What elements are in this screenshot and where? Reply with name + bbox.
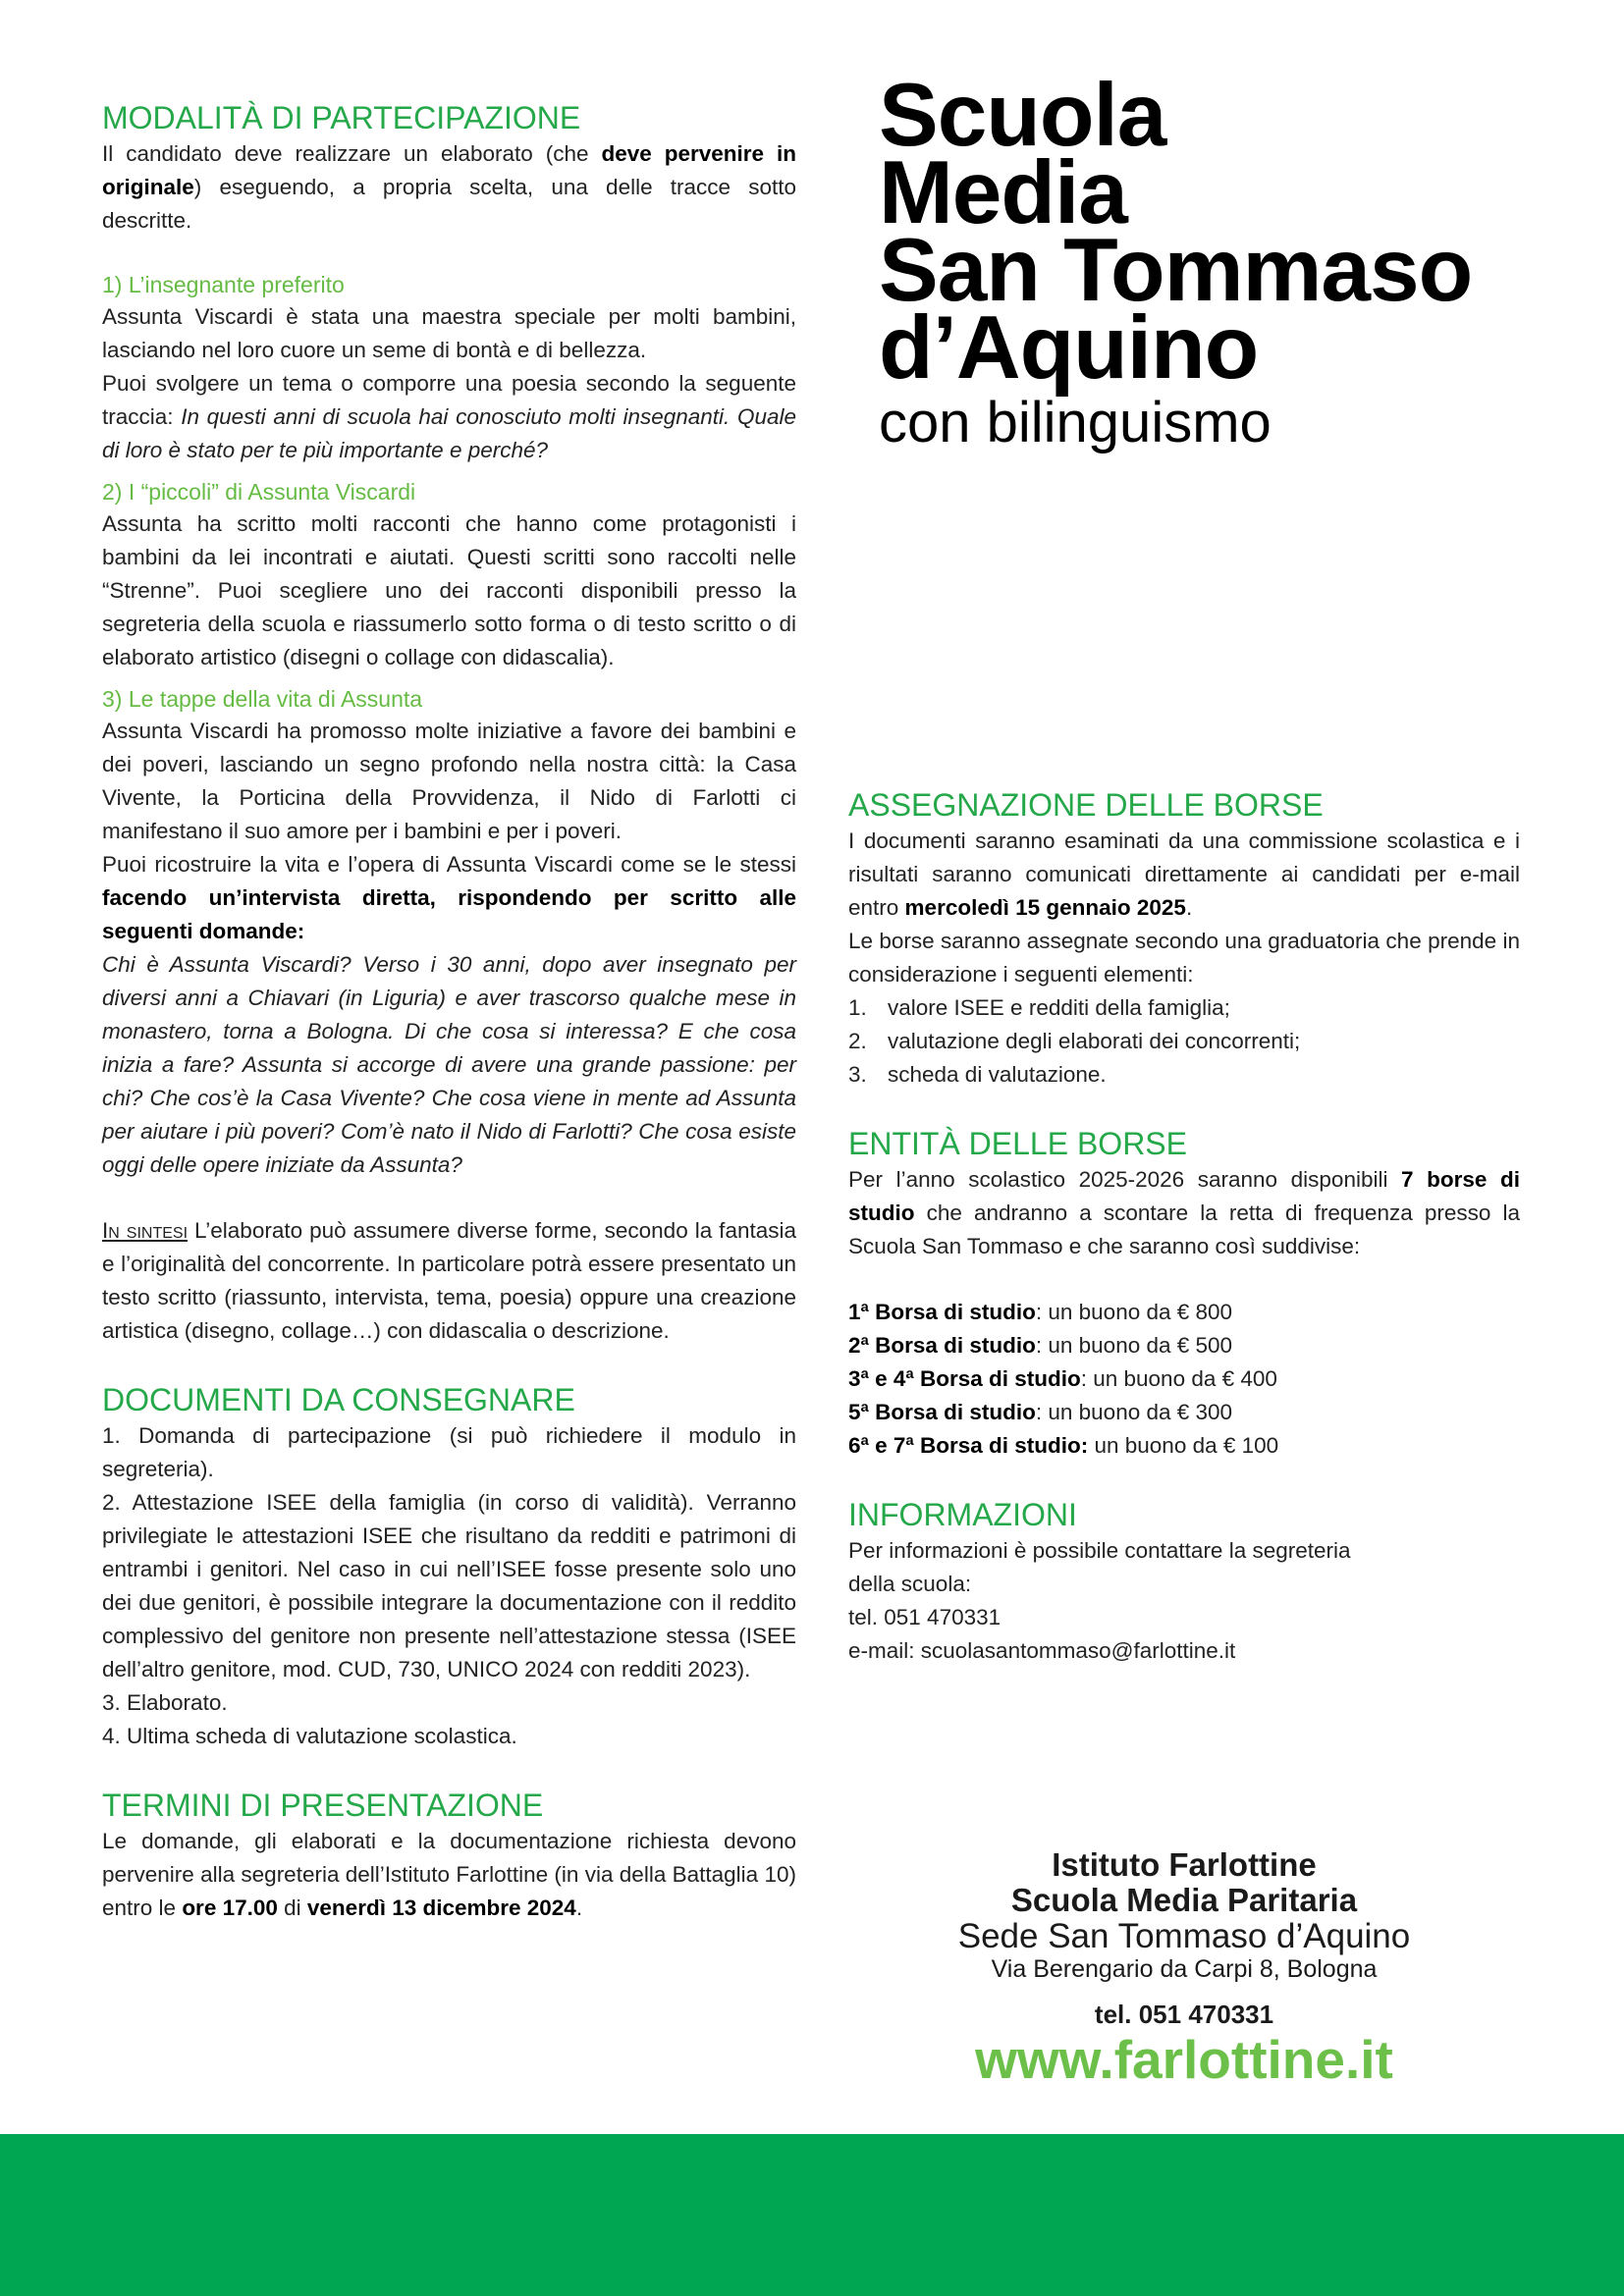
institute-footer — [848, 1847, 1520, 2091]
track-3-instructions-bold: facendo un’intervista diretta, rispondendo per scritto alle seguenti domande: — [102, 885, 796, 943]
entita-paragraph — [848, 1163, 1520, 1263]
termini-paragraph — [102, 1825, 796, 1925]
scholarship-sep: : — [1035, 1300, 1049, 1324]
school-type: Scuola Media Paritaria — [1010, 1882, 1358, 1918]
school-address: Via Berengario da Carpi 8, Bologna — [991, 1955, 1378, 1983]
info-line: della scuola: — [848, 1572, 972, 1596]
scholarship-sep: : — [1080, 1366, 1094, 1391]
bottom-green-bar — [0, 2134, 1624, 2296]
criteria-item — [848, 991, 1520, 1025]
school-site: Sede San Tommaso d’Aquino — [957, 1917, 1411, 1955]
track-1-prompt: In questi anni di scuola hai conosciuto molti insegnanti. Quale di loro è stato per te più importante e perché? — [102, 404, 796, 462]
track-1-assignment-text: Puoi svolgere un tema o comporre una poesia secondo la seguente traccia: — [102, 371, 796, 429]
title-line-4: d’Aquino — [879, 298, 1259, 398]
track-2-title: 2) I “piccoli” di Assunta Viscardi — [102, 479, 416, 505]
scholarship-value: un buono da € 800 — [1048, 1300, 1233, 1324]
track-3-instructions-text: Puoi ricostruire la vita e l’opera di Assunta Viscardi come se le stessi — [102, 852, 796, 877]
criteria-item — [848, 1058, 1520, 1092]
intro-text: Il candidato deve realizzare un elaborato (che — [102, 141, 602, 166]
info-phone[interactable]: tel. 051 470331 — [848, 1605, 1001, 1629]
heading-documenti: DOCUMENTI DA CONSEGNARE — [102, 1382, 575, 1417]
heading-informazioni: INFORMAZIONI — [848, 1497, 1077, 1532]
school-title — [879, 66, 1566, 454]
summary-paragraph — [102, 1214, 796, 1348]
documenti-item-4: 4. Ultima scheda di valutazione scolastica. — [102, 1724, 517, 1748]
entita-text: Per l’anno scolastico 2025-2026 saranno disponibili — [848, 1167, 1402, 1192]
termini-time: ore 17.00 — [182, 1896, 278, 1920]
scholarship-sep: : — [1035, 1400, 1049, 1424]
documenti-item-1: 1. Domanda di partecipazione (si può richiedere il modulo in segreteria). — [102, 1423, 796, 1481]
assegnazione-paragraph-2: Le borse saranno assegnate secondo una graduatoria che prende in considerazione i seguenti elementi: — [848, 929, 1520, 987]
scholarship-value: un buono da € 400 — [1093, 1366, 1277, 1391]
criteria-list — [848, 991, 1520, 1092]
track-1-paragraph: Assunta Viscardi è stata una maestra speciale per molti bambini, lasciando nel loro cuore un seme di bontà e di bellezza. — [102, 304, 796, 362]
termini-date: venerdì 13 dicembre 2024 — [306, 1896, 576, 1920]
modalita-intro — [102, 137, 796, 238]
termini-text: Le domande, gli elaborati e la documentazione richiesta devono pervenire alla segreteria dell’Istituto Farlottine (in via della Battaglia 10) entro le — [102, 1829, 796, 1920]
track-3-title: 3) Le tappe della vita di Assunta — [102, 686, 423, 712]
scholarship-value: un buono da € 500 — [1048, 1333, 1233, 1358]
scholarship-label: 3ª e 4ª Borsa di studio — [848, 1366, 1081, 1391]
assegnazione-text: I documenti saranno esaminati da una commissione scolastica e i risultati saranno comunicati direttamente ai candidati per e-mail entro — [848, 828, 1520, 920]
heading-modalita: MODALITÀ DI PARTECIPAZIONE — [102, 100, 581, 135]
assegnazione-date: mercoledì 15 gennaio 2025 — [904, 895, 1186, 920]
criteria-text: valutazione degli elaborati dei concorrenti; — [888, 1029, 1301, 1053]
scholarship-item — [848, 1362, 1520, 1396]
criteria-number: 2. — [848, 1029, 867, 1053]
criteria-text: scheda di valutazione. — [888, 1062, 1107, 1087]
scholarship-item — [848, 1396, 1520, 1429]
left-column — [102, 98, 796, 1925]
termini-end: . — [575, 1896, 583, 1920]
website-link[interactable]: www.farlottine.it — [975, 2029, 1393, 2090]
scholarship-label: 5ª Borsa di studio — [848, 1400, 1036, 1424]
title-line-1: Scuola — [879, 66, 1166, 165]
track-1-title: 1) L’insegnante preferito — [102, 272, 345, 297]
footer-phone[interactable]: tel. 051 470331 — [1094, 2000, 1274, 2029]
heading-entita: ENTITÀ DELLE BORSE — [848, 1126, 1187, 1161]
criteria-number: 3. — [848, 1062, 867, 1087]
assegnazione-paragraph-1 — [848, 825, 1520, 925]
right-column — [848, 785, 1520, 1668]
track-1-assignment — [102, 367, 796, 467]
heading-termini: TERMINI DI PRESENTAZIONE — [102, 1788, 544, 1823]
info-line: Per informazioni è possibile contattare la segreteria — [848, 1538, 1351, 1563]
scholarship-value: un buono da € 300 — [1048, 1400, 1233, 1424]
scholarship-label: 2ª Borsa di studio — [848, 1333, 1036, 1358]
title-subtitle: con bilinguismo — [879, 391, 1272, 454]
institute-name: Istituto Farlottine — [1052, 1846, 1317, 1883]
intro-text-end: ) eseguendo, a propria scelta, una delle tracce sotto descritte. — [102, 175, 796, 233]
criteria-number: 1. — [848, 995, 867, 1020]
track-2-paragraph: Assunta ha scritto molti racconti che hanno come protagonisti i bambini da lei incontrati e aiutati. Questi scritti sono raccolti nelle “Strenne”. Puoi scegliere uno dei racconti disponibili presso la segreteria della scuola e riassumerlo sotto forma o di testo scritto o di elaborato artistico (disegni o collage con didascalia). — [102, 511, 796, 669]
criteria-text: valore ISEE e redditi della famiglia; — [888, 995, 1230, 1020]
summary-text: L’elaborato può assumere diverse forme, secondo la fantasia e l’originalità del concorrente. In particolare potrà essere presentato un testo scritto (riassunto, intervista, tema, poesia) oppure una creazione artistica (disegno, collage…) con didascalia o descrizione. — [102, 1218, 796, 1343]
scholarship-item — [848, 1296, 1520, 1329]
scholarship-list — [848, 1296, 1520, 1463]
scholarship-label: 6ª e 7ª Borsa di studio: — [848, 1433, 1089, 1458]
track-3-instructions — [102, 848, 796, 948]
title-line-2: Media — [879, 143, 1127, 242]
track-3-paragraph: Assunta Viscardi ha promosso molte iniziative a favore dei bambini e dei poveri, lasciando un segno profondo nella nostra città: la Casa Vivente, la Porticina della Provvidenza, il Nido di Farlotti ci manifestano il suo amore per i bambini e per i poveri. — [102, 719, 796, 843]
entita-bold: 7 borse di studio — [848, 1167, 1520, 1225]
criteria-item — [848, 1025, 1520, 1058]
intro-bold: deve pervenire in originale — [102, 141, 796, 199]
title-line-3: San Tommaso — [879, 221, 1473, 320]
info-email[interactable]: e-mail: scuolasantommaso@farlottine.it — [848, 1638, 1236, 1663]
scholarship-item — [848, 1329, 1520, 1362]
entita-text-end: che andranno a scontare la retta di frequenza presso la Scuola San Tommaso e che saranno così suddivise: — [848, 1201, 1520, 1258]
heading-assegnazione: ASSEGNAZIONE DELLE BORSE — [848, 787, 1324, 823]
documenti-item-2: 2. Attestazione ISEE della famiglia (in corso di validità). Verranno privilegiate le attestazioni ISEE che risultano da redditi e patrimoni di entrambi i genitori. Nel caso in cui nell’ISEE fosse presente solo uno dei due genitori, è possibile integrare la documentazione con il reddito complessivo del genitore non presente nell’attestazione stessa (ISEE dell’altro genitore, mod. CUD, 730, UNICO 2024 con redditi 2023). — [102, 1490, 796, 1682]
scholarship-value: un buono da € 100 — [1094, 1433, 1279, 1458]
scholarship-label: 1ª Borsa di studio — [848, 1300, 1036, 1324]
track-3-questions: Chi è Assunta Viscardi? Verso i 30 anni, dopo aver insegnato per diversi anni a Chiavari (in Liguria) e aver trascorso qualche mese in monastero, torna a Bologna. Di che cosa si interessa? E che cosa inizia a fare? Assunta si accorge di avere una grande passione: per chi? Che cos’è la Casa Vivente? Che cosa viene in mente ad Assunta per aiutare i più poveri? Com’è nato il Nido di Farlotti? Che cosa esiste oggi delle opere iniziate da Assunta? — [102, 952, 796, 1177]
termini-connector: di — [277, 1896, 307, 1920]
scholarship-item — [848, 1429, 1520, 1463]
scholarship-sep: : — [1035, 1333, 1049, 1358]
summary-label: In sintesi — [102, 1218, 189, 1243]
documenti-item-3: 3. Elaborato. — [102, 1690, 228, 1715]
assegnazione-end: . — [1185, 895, 1193, 920]
